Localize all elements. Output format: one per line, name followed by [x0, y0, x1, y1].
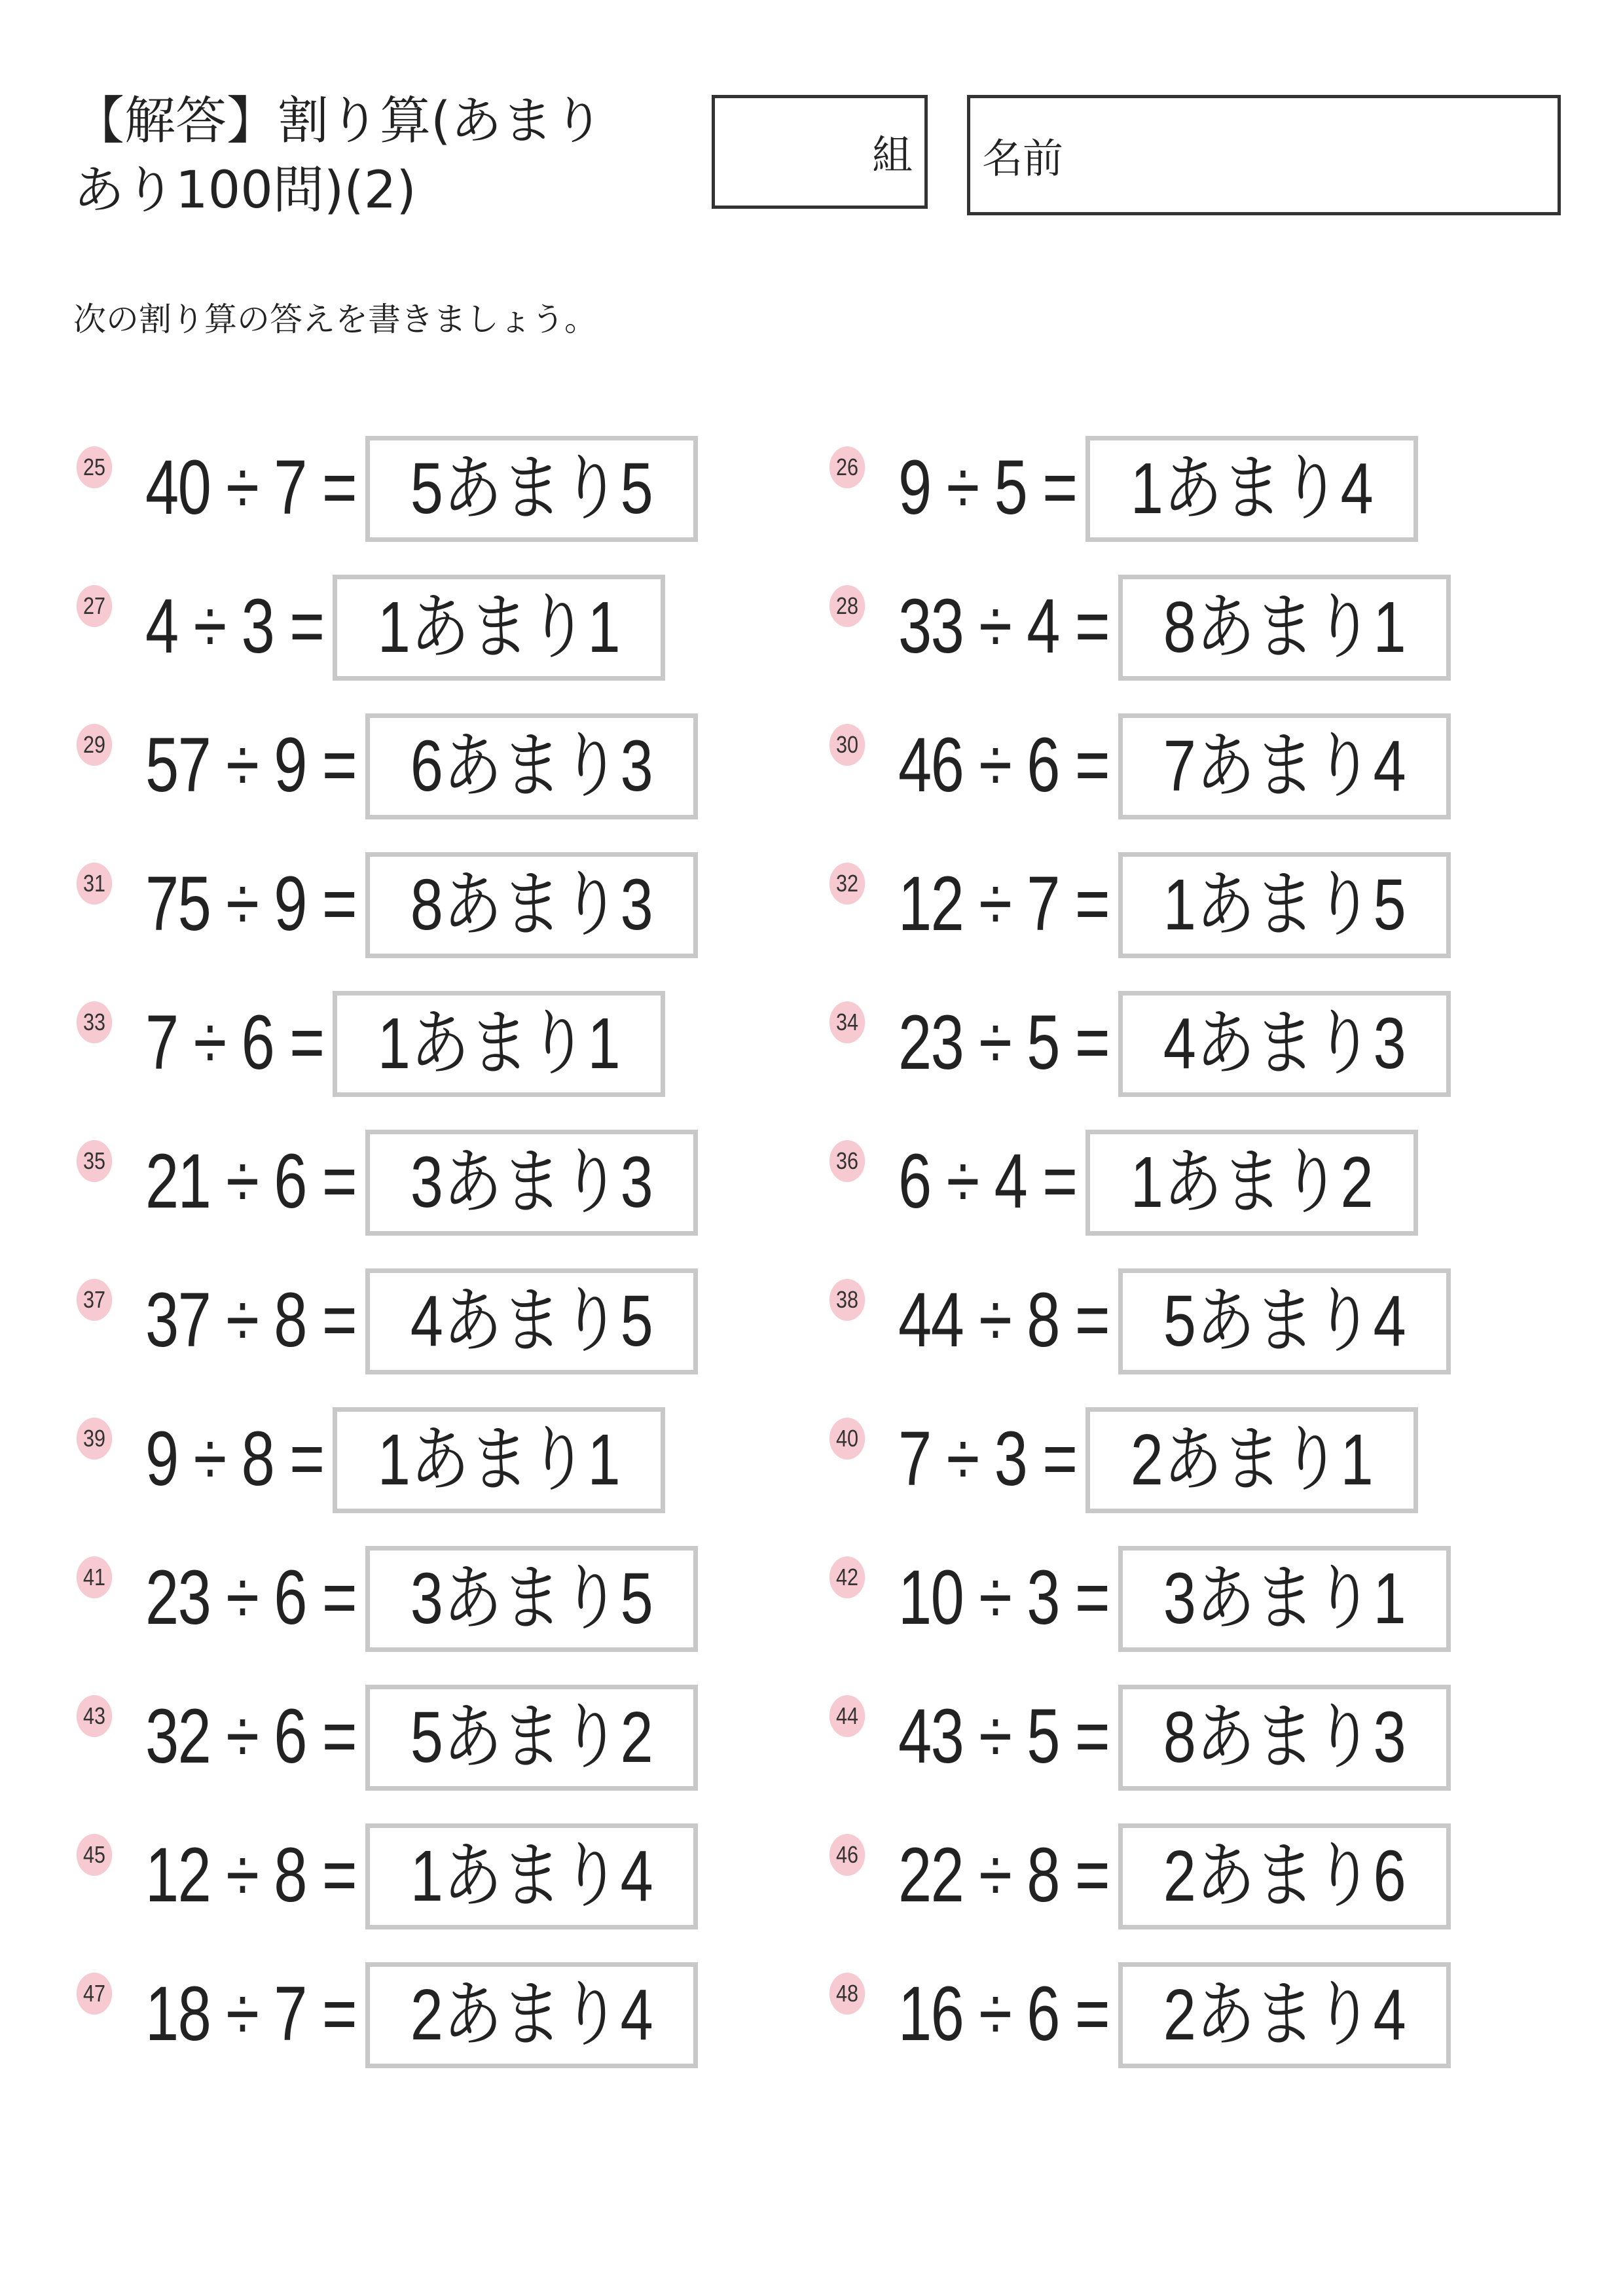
problem-row	[0, 1681, 1623, 1792]
answer-box	[365, 1130, 698, 1236]
problem-number-badge: 27	[77, 585, 112, 627]
answer-text: 1あまり1	[377, 1420, 621, 1500]
problem-expression: 23 ÷ 5 =	[898, 999, 1110, 1086]
problem-expression: 4 ÷ 3 =	[145, 583, 324, 670]
title-line-2: あり100問)(2)	[73, 161, 416, 220]
answer-text: 6あまり3	[410, 726, 653, 806]
problem-expression: 75 ÷ 9 =	[145, 861, 357, 947]
problem-number-badge: 44	[830, 1695, 865, 1737]
name-label: 名前	[982, 134, 1064, 183]
answer-box	[333, 1407, 665, 1513]
class-field[interactable]	[712, 95, 928, 209]
problem-expression: 12 ÷ 8 =	[145, 1832, 357, 1918]
answer-text: 8あまり1	[1163, 587, 1406, 668]
answer-box	[1118, 852, 1451, 958]
problem-expression: 9 ÷ 5 =	[898, 444, 1077, 531]
title-line-1: 【解答】割り算(あまり	[73, 92, 604, 151]
answer-text: 8あまり3	[1163, 1697, 1406, 1778]
problem-expression: 44 ÷ 8 =	[898, 1277, 1110, 1363]
problem-expression: 9 ÷ 8 =	[145, 1416, 324, 1502]
answer-box	[1085, 436, 1418, 542]
answer-box	[365, 852, 698, 958]
problem-number-badge: 47	[77, 1973, 112, 2015]
answer-box	[1118, 1546, 1451, 1652]
problem-expression: 7 ÷ 3 =	[898, 1416, 1077, 1502]
problem-number-badge: 32	[830, 863, 865, 905]
problem-row	[0, 1126, 1623, 1237]
problem-number-badge: 39	[77, 1418, 112, 1460]
answer-box	[1118, 713, 1451, 819]
instruction-text: 次の割り算の答えを書きましょう。	[73, 300, 597, 338]
answer-text: 5あまり2	[410, 1697, 653, 1778]
answer-box	[1085, 1130, 1418, 1236]
answer-text: 5あまり5	[410, 448, 653, 529]
page-title	[73, 86, 636, 225]
answer-box	[365, 1268, 698, 1374]
problem-number-badge: 33	[77, 1001, 112, 1043]
problem-row	[0, 709, 1623, 821]
problem-number-badge: 26	[830, 446, 865, 488]
problem-number-badge: 37	[77, 1279, 112, 1321]
answer-box	[1118, 1685, 1451, 1791]
problem-number-badge: 36	[830, 1140, 865, 1182]
problem-row	[0, 1542, 1623, 1653]
problem-expression: 33 ÷ 4 =	[898, 583, 1110, 670]
problem-number-badge: 28	[830, 585, 865, 627]
answer-box	[333, 575, 665, 681]
answer-text: 1あまり5	[1163, 865, 1406, 945]
problem-row	[0, 1403, 1623, 1515]
problem-number-badge: 34	[830, 1001, 865, 1043]
name-field[interactable]	[967, 95, 1561, 215]
answer-text: 2あまり6	[1163, 1836, 1406, 1916]
problem-number-badge: 38	[830, 1279, 865, 1321]
problem-expression: 10 ÷ 3 =	[898, 1554, 1110, 1641]
problem-number-badge: 29	[77, 724, 112, 766]
answer-text: 4あまり5	[410, 1281, 653, 1361]
problem-row	[0, 1958, 1623, 2070]
problem-number-badge: 43	[77, 1695, 112, 1737]
answer-text: 4あまり3	[1163, 1003, 1406, 1084]
problem-row	[0, 848, 1623, 960]
answer-box	[1118, 575, 1451, 681]
problem-expression: 16 ÷ 6 =	[898, 1971, 1110, 2057]
problem-number-badge: 35	[77, 1140, 112, 1182]
problem-expression: 32 ÷ 6 =	[145, 1693, 357, 1780]
problem-row	[0, 987, 1623, 1098]
answer-box	[365, 1685, 698, 1791]
answer-text: 2あまり4	[410, 1975, 653, 2055]
problem-number-badge: 45	[77, 1834, 112, 1876]
problem-expression: 43 ÷ 5 =	[898, 1693, 1110, 1780]
answer-text: 2あまり4	[1163, 1975, 1406, 2055]
problem-row	[0, 571, 1623, 682]
answer-box	[365, 1962, 698, 2068]
problem-row	[0, 1265, 1623, 1376]
problem-expression: 7 ÷ 6 =	[145, 999, 324, 1086]
problem-number-badge: 25	[77, 446, 112, 488]
problem-expression: 46 ÷ 6 =	[898, 722, 1110, 808]
answer-box	[1085, 1407, 1418, 1513]
problem-expression: 6 ÷ 4 =	[898, 1138, 1077, 1225]
problem-number-badge: 31	[77, 863, 112, 905]
problem-expression: 12 ÷ 7 =	[898, 861, 1110, 947]
problem-expression: 21 ÷ 6 =	[145, 1138, 357, 1225]
problem-number-badge: 41	[77, 1556, 112, 1598]
problem-expression: 37 ÷ 8 =	[145, 1277, 357, 1363]
problem-row	[0, 1820, 1623, 1931]
answer-box	[1118, 1962, 1451, 2068]
answer-box	[365, 1823, 698, 1929]
problem-number-badge: 42	[830, 1556, 865, 1598]
problem-expression: 18 ÷ 7 =	[145, 1971, 357, 2057]
answer-text: 1あまり1	[377, 587, 621, 668]
answer-text: 3あまり3	[410, 1142, 653, 1223]
answer-box	[365, 1546, 698, 1652]
answer-text: 1あまり1	[377, 1003, 621, 1084]
problem-number-badge: 46	[830, 1834, 865, 1876]
answer-text: 1あまり2	[1130, 1142, 1374, 1223]
answer-text: 1あまり4	[410, 1836, 653, 1916]
answer-box	[1118, 1823, 1451, 1929]
answer-box	[333, 991, 665, 1097]
answer-text: 3あまり1	[1163, 1558, 1406, 1639]
problem-number-badge: 40	[830, 1418, 865, 1460]
answer-text: 1あまり4	[1130, 448, 1374, 529]
answer-text: 2あまり1	[1130, 1420, 1374, 1500]
answer-box	[1118, 991, 1451, 1097]
problem-expression: 22 ÷ 8 =	[898, 1832, 1110, 1918]
answer-text: 5あまり4	[1163, 1281, 1406, 1361]
problem-number-badge: 48	[830, 1973, 865, 2015]
answer-text: 7あまり4	[1163, 726, 1406, 806]
problem-expression: 40 ÷ 7 =	[145, 444, 357, 531]
answer-box	[365, 436, 698, 542]
answer-text: 3あまり5	[410, 1558, 653, 1639]
problem-row	[0, 432, 1623, 543]
class-label: 組	[871, 131, 913, 179]
answer-text: 8あまり3	[410, 865, 653, 945]
answer-box	[365, 713, 698, 819]
problem-number-badge: 30	[830, 724, 865, 766]
problem-expression: 23 ÷ 6 =	[145, 1554, 357, 1641]
answer-box	[1118, 1268, 1451, 1374]
problem-expression: 57 ÷ 9 =	[145, 722, 357, 808]
